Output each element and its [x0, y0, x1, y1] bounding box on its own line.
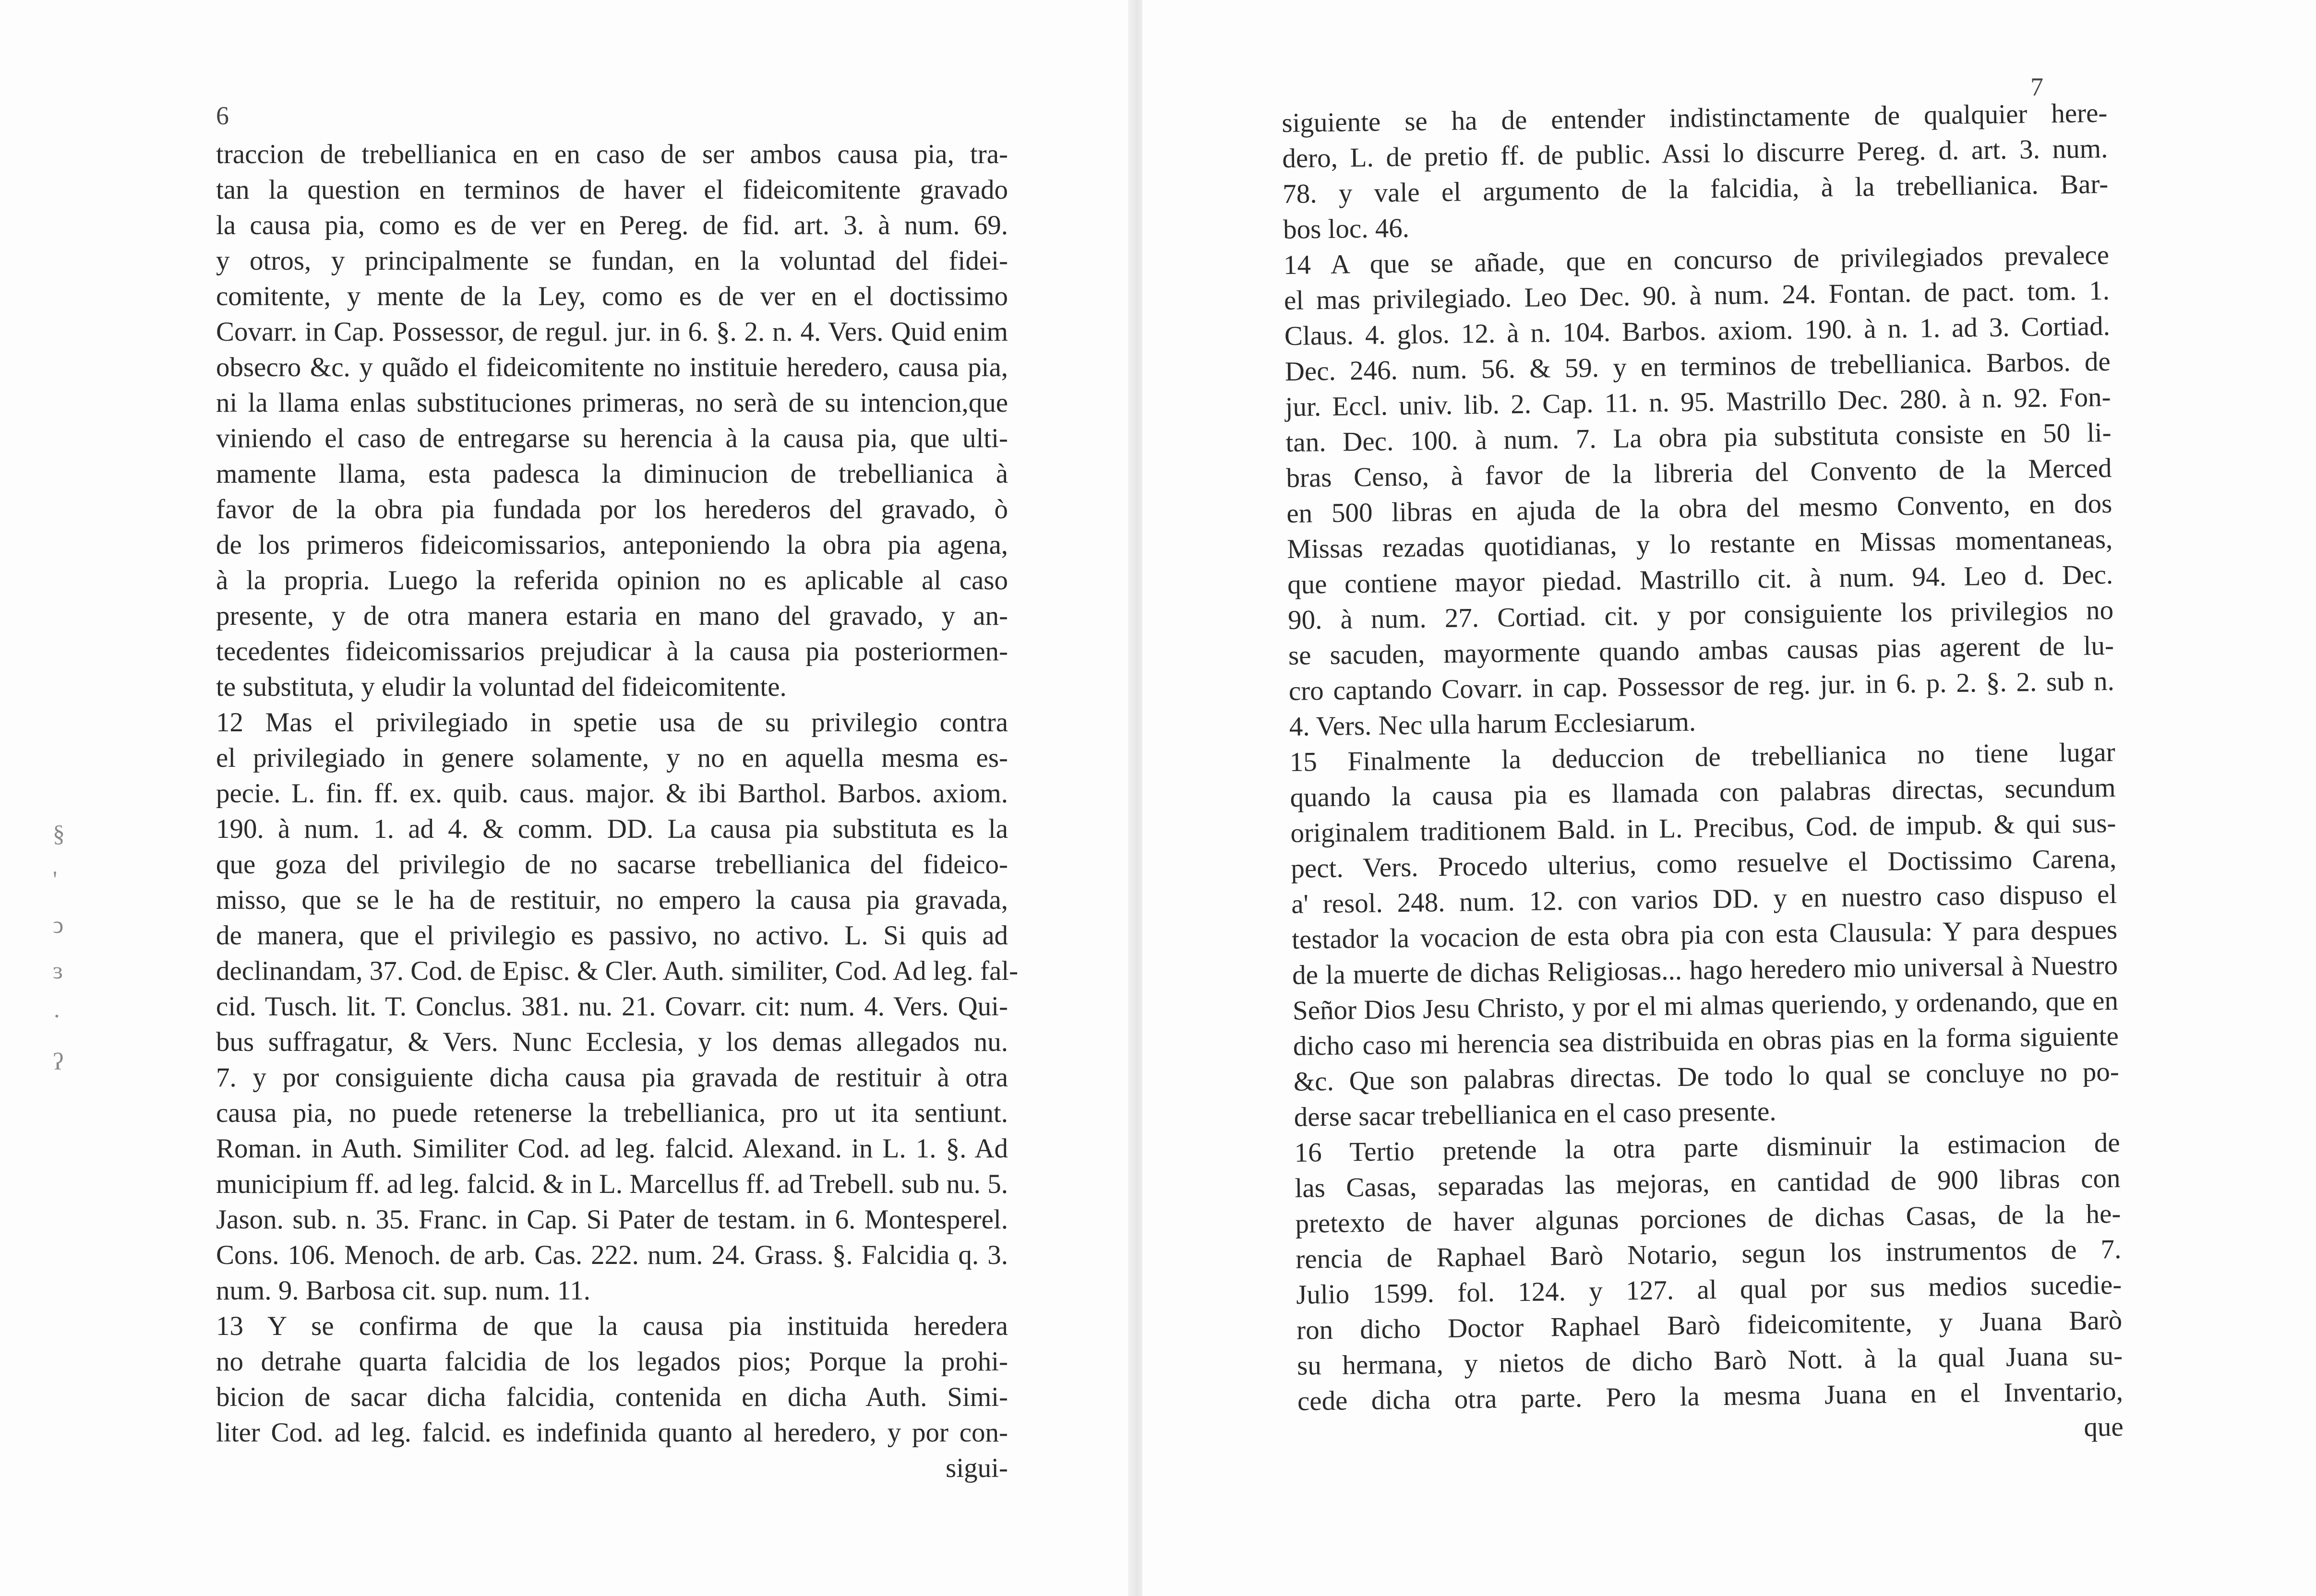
text-line: tan. Dec. 100. à num. 7. La obra pia substituta consiste en 50 li-: [1285, 417, 2112, 458]
text-line: mamente llama, esta padesca la diminucion de trebellianica à: [216, 459, 1008, 489]
text-line: cid. Tusch. lit. T. Conclus. 381. nu. 21. Covarr. cit: num. 4. Vers. Qui-: [216, 991, 1008, 1022]
text-line: misso, que se le ha de restituir, no empero la causa pia gravada,: [216, 885, 1008, 915]
text-line: à la propria. Luego la referida opinion no es aplicable al caso: [216, 565, 1008, 596]
text-line: te substituta, y eludir la voluntad del fideicomitente.: [216, 672, 787, 702]
text-line: &c. Que son palabras directas. De todo lo qual se concluye no po-: [1293, 1056, 2120, 1097]
text-line: 16 Tertio pretende la otra parte disminuir la estimacion de: [1294, 1127, 2120, 1168]
text-line: rencia de Raphael Barò Notario, segun los instrumentos de 7.: [1295, 1234, 2122, 1274]
text-line: obsecro &c. y quãdo el fideicomitente no instituie heredero, causa pia,: [216, 352, 1008, 382]
text-line: que goza del privilegio de no sacarse trebellianica del fideico-: [216, 849, 1008, 880]
text-line: Cons. 106. Menoch. de arb. Cas. 222. num. 24. Grass. §. Falcidia q. 3.: [216, 1240, 1008, 1270]
text-line: traccion de trebellianica en en caso de ser ambos causa pia, tra-: [216, 139, 1008, 169]
text-line: ni la llama enlas substituciones primeras, no serà de su intencion,que: [216, 388, 1008, 418]
text-line: 15 Finalmente la deduccion de trebellianica no tiene lugar: [1289, 737, 2115, 777]
text-line: 12 Mas el privilegiado in spetie usa de su privilegio contra: [216, 707, 1008, 738]
text-line: comitente, y mente de la Ley, como es de ver en el doctissimo: [216, 281, 1008, 311]
margin-mark: §: [53, 820, 65, 847]
text-line: jur. Eccl. univ. lib. 2. Cap. 11. n. 95. Mastrillo Dec. 280. à n. 92. Fon-: [1285, 381, 2111, 422]
text-line: ron dicho Doctor Raphael Barò fideicomitente, y Juana Barò: [1296, 1305, 2123, 1346]
page-number-left: 6: [216, 101, 229, 130]
text-line: que contiene mayor piedad. Mastrillo cit. à num. 94. Leo d. Dec.: [1287, 559, 2113, 600]
text-line: 13 Y se confirma de que la causa pia instituida heredera: [216, 1311, 1008, 1341]
text-line: bras Censo, à favor de la libreria del Convento de la Merced: [1286, 453, 2112, 493]
text-line: pretexto de haver algunas porciones de dichas Casas, de la he-: [1295, 1198, 2121, 1239]
text-line: siguiente se ha de entender indistinctamente de qualquier here-: [1282, 97, 2108, 138]
text-line: tan la question en terminos de haver el fideicomitente gravado: [216, 175, 1008, 205]
text-line: que: [2084, 1411, 2124, 1442]
page-number-right: 7: [2030, 72, 2043, 101]
text-line: 78. y vale el argumento de la falcidia, à la trebellianica. Bar-: [1282, 168, 2109, 209]
text-line: viniendo el caso de entregarse su herencia à la causa pia, que ulti-: [216, 423, 1008, 453]
text-line: se sacuden, mayormente quando ambas causas pias agerent de lu-: [1288, 630, 2114, 671]
text-line: pect. Vers. Procedo ulterius, como resuelve el Doctissimo Carena,: [1291, 843, 2117, 884]
text-line: municipium ff. ad leg. falcid. & in L. Marcellus ff. ad Trebell. sub nu. 5.: [216, 1169, 1008, 1199]
text-line: las Casas, separadas las mejoras, en cantidad de 900 libras con: [1295, 1163, 2121, 1203]
text-line: Julio 1599. fol. 124. y 127. al qual por sus medios sucedie-: [1296, 1269, 2122, 1310]
text-line: tecedentes fideicomissarios prejudicar à la causa pia posteriormen-: [216, 636, 1008, 667]
right-page: [1142, 0, 2316, 1596]
text-line: Señor Dios Jesu Christo, y por el mi almas queriendo, y ordenando, que en: [1292, 985, 2119, 1026]
text-line: presente, y de otra manera estaria en mano del gravado, y an-: [216, 601, 1008, 631]
left-text-block: [216, 137, 1019, 1486]
text-line: 7. y por consiguiente dicha causa pia gravada de restituir à otra: [216, 1062, 1008, 1093]
text-line: causa pia, no puede retenerse la trebellianica, pro ut ita sentiunt.: [216, 1098, 1008, 1128]
text-line: originalem traditionem Bald. in L. Precibus, Cod. de impub. & qui sus-: [1290, 808, 2116, 848]
text-line: derse sacar trebellianica en el caso presente.: [1294, 1096, 1776, 1132]
text-line: a' resol. 248. num. 12. con varios DD. y en nuestro caso dispuso el: [1291, 879, 2117, 919]
text-line: dero, L. de pretio ff. de public. Assi lo discurre Pereg. d. art. 3. num.: [1282, 133, 2108, 174]
margin-mark: ·: [53, 1002, 61, 1029]
text-line: el privilegiado in genere solamente, y no en aquella mesma es-: [216, 743, 1008, 773]
text-line: y otros, y principalmente se fundan, en la voluntad del fidei-: [216, 246, 1008, 276]
text-line: bos loc. 46.: [1283, 213, 1410, 245]
margin-mark: ɜ: [53, 957, 63, 984]
text-line: Jason. sub. n. 35. Franc. in Cap. Si Pater de testam. in 6. Montesperel.: [216, 1204, 1008, 1235]
text-line: liter Cod. ad leg. falcid. es indefinida quanto al heredero, y por con-: [216, 1417, 1008, 1448]
text-line: favor de la obra pia fundada por los herederos del gravado, ò: [216, 494, 1008, 524]
text-line: 14 A que se añade, que en concurso de privilegiados prevalece: [1283, 239, 2110, 280]
margin-mark: ʔ: [53, 1048, 64, 1075]
text-line: Claus. 4. glos. 12. à n. 104. Barbos. axiom. 190. à n. 1. ad 3. Cortiad.: [1284, 310, 2111, 351]
text-line: num. 9. Barbosa cit. sup. num. 11.: [216, 1275, 590, 1306]
text-line: de la muerte de dichas Religiosas... hago heredero mio universal à Nuestro: [1292, 950, 2118, 990]
text-line: 4. Vers. Nec ulla harum Ecclesiarum.: [1289, 706, 1696, 742]
text-line: Roman. in Auth. Similiter Cod. ad leg. falcid. Alexand. in L. 1. §. Ad: [216, 1133, 1008, 1164]
text-line: en 500 libras en ajuda de la obra del mesmo Convento, en dos: [1286, 488, 2112, 529]
text-line: de manera, que el privilegio es passivo, no activo. L. Si quis ad: [216, 920, 1008, 951]
text-line: cro captando Covarr. in cap. Possessor de reg. jur. in 6. p. 2. §. 2. sub n.: [1288, 666, 2115, 706]
text-line: no detrahe quarta falcidia de los legados pios; Porque la prohi-: [216, 1346, 1008, 1377]
right-text-block: [1282, 95, 2124, 1455]
margin-mark: ↄ: [53, 911, 64, 938]
text-line: pecie. L. fin. ff. ex. quib. caus. major. & ibi Barthol. Barbos. axiom.: [216, 778, 1008, 809]
text-line: bus suffragatur, & Vers. Nunc Ecclesia, y los demas allegados nu.: [216, 1027, 1008, 1057]
text-line: 190. à num. 1. ad 4. & comm. DD. La causa pia substituta es la: [216, 814, 1008, 844]
text-line: dicho caso mi herencia sea distribuida en obras pias en la forma siguiente: [1293, 1021, 2119, 1061]
margin-mark: ': [53, 866, 58, 893]
text-line: de los primeros fideicomissarios, anteponiendo la obra pia agena,: [216, 530, 1008, 560]
text-line: testador la vocacion de esta obra pia con esta Clausula: Y para despues: [1291, 914, 2118, 955]
text-line: cede dicha otra parte. Pero la mesma Juana en el Inventario,: [1297, 1376, 2124, 1417]
text-line: Dec. 246. num. 56. & 59. y en terminos de trebellianica. Barbos. de: [1284, 346, 2111, 387]
text-line: Covarr. in Cap. Possessor, de regul. jur. in 6. §. 2. n. 4. Vers. Quid enim: [216, 317, 1008, 347]
text-line: Missas rezadas quotidianas, y lo restante en Missas momentaneas,: [1286, 524, 2113, 564]
left-page: [0, 0, 1133, 1596]
text-line: la causa pia, como es de ver en Pereg. de fid. art. 3. à num. 69.: [216, 210, 1008, 240]
text-line: el mas privilegiado. Leo Dec. 90. à num. 24. Fontan. de pact. tom. 1.: [1284, 275, 2110, 316]
text-line: bicion de sacar dicha falcidia, contenida en dicha Auth. Simi-: [216, 1382, 1008, 1412]
text-line: quando la causa pia es llamada con palabras directas, secundum: [1290, 772, 2116, 813]
text-line: su hermana, y nietos de dicho Barò Nott. à la qual Juana su-: [1296, 1340, 2123, 1381]
text-line: 90. à num. 27. Cortiad. cit. y por consiguiente los privilegios no: [1287, 595, 2114, 635]
text-line: sigui-: [946, 1453, 1008, 1483]
text-line: declinandam, 37. Cod. de Episc. & Cler. Auth. similiter, Cod. Ad leg. fal-: [216, 956, 1019, 986]
margin-marks: [53, 811, 72, 1084]
